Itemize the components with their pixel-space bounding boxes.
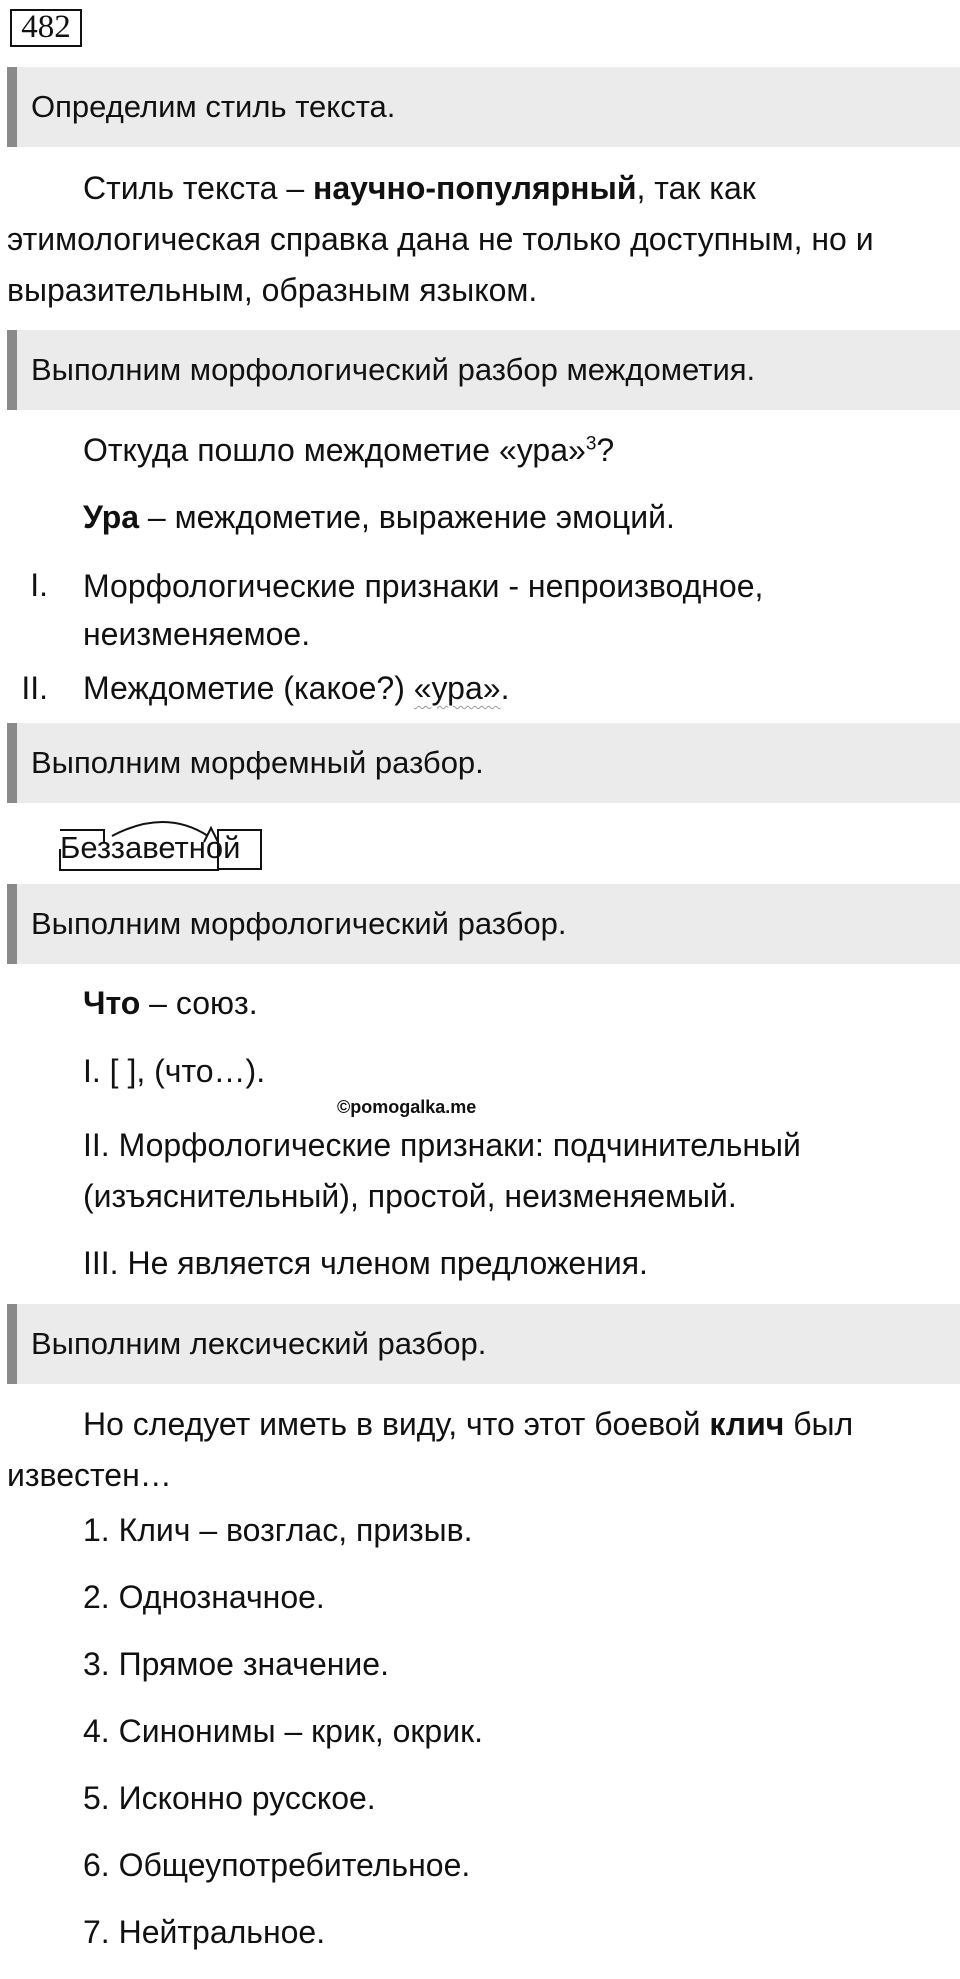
task-number: 482 [10, 9, 82, 47]
lexical-intro-pre: Но следует иметь в виду, что этот боевой [83, 1406, 710, 1442]
interjection-item-2-post: . [500, 670, 510, 706]
lexical-item: 6. Общеупотребительное. [83, 1847, 471, 1883]
stem-bracket [60, 849, 218, 870]
root-arc [112, 822, 208, 836]
list-marker-ii: II. [21, 670, 48, 706]
conjunction-def-rest: – союз. [140, 985, 258, 1021]
section-header-style: Определим стиль текста. [7, 67, 960, 147]
section-header-lexical: Выполним лексический разбор. [7, 1304, 960, 1384]
ending-box [218, 830, 261, 869]
lexical-intro [83, 1399, 853, 1450]
morpheme-stem: Беззаветн [60, 830, 206, 865]
lexical-item: 7. Нейтральное. [83, 1914, 326, 1950]
footnote-superscript: 3 [585, 433, 597, 455]
interjection-item-1-line-1: Морфологические признаки - непроизводное, [83, 568, 764, 604]
lexical-item: 5. Исконно русское. [83, 1780, 376, 1816]
section-header-conjunction: Выполним морфологический разбор. [7, 884, 960, 964]
section-header-interjection: Выполним морфологический разбор междометия. [7, 330, 960, 410]
morpheme-marks [0, 0, 300, 880]
prefix-mark [60, 830, 104, 842]
style-line-1-pre: Стиль текста – [83, 170, 313, 206]
interjection-question-text: Откуда пошло междометие «ура» [83, 432, 586, 468]
style-line-3: выразительным, образным языком. [7, 272, 538, 308]
style-line-1-post: , так как [636, 170, 756, 206]
conjunction-line-3: III. Не является членом предложения. [83, 1245, 648, 1281]
list-marker-i: I. [30, 567, 48, 603]
conjunction-line-2b: (изъяснительный), простой, неизменяемый. [83, 1178, 737, 1214]
interjection-item-1-line-2: неизменяемое. [83, 616, 311, 652]
interjection-item-2-pre: Междометие (какое?) [83, 670, 414, 706]
conjunction-scheme: I. [ ], (что…). [83, 1053, 266, 1089]
lexical-bold-word: клич [709, 1406, 785, 1442]
style-line-2: этимологическая справка дана не только доступным, но и [7, 221, 874, 257]
lexical-item: 2. Однозначное. [83, 1579, 325, 1615]
lexical-item: 3. Прямое значение. [83, 1646, 389, 1682]
interjection-bold-word: Ура [83, 499, 140, 535]
interjection-def-rest: – междометие, выражение эмоций. [139, 499, 675, 535]
lexical-intro-post: был [784, 1406, 854, 1442]
lexical-item: 1. Клич – возглас, призыв. [83, 1512, 473, 1548]
interjection-question-mark: ? [596, 432, 615, 468]
lexical-item: 4. Синонимы – крик, окрик. [83, 1713, 483, 1749]
morpheme-ending: ой [205, 830, 241, 865]
conjunction-bold-word: Что [83, 985, 141, 1021]
interjection-word-ura: «ура» [413, 670, 501, 706]
watermark: ©pomogalka.me [337, 1097, 477, 1117]
style-bold-term: научно-популярный [313, 170, 637, 206]
section-header-morpheme: Выполним морфемный разбор. [7, 723, 960, 803]
conjunction-line-2a: II. Морфологические признаки: подчинительный [83, 1127, 801, 1163]
lexical-intro-line-2: известен… [7, 1457, 172, 1493]
conjunction-definition [83, 978, 258, 1029]
